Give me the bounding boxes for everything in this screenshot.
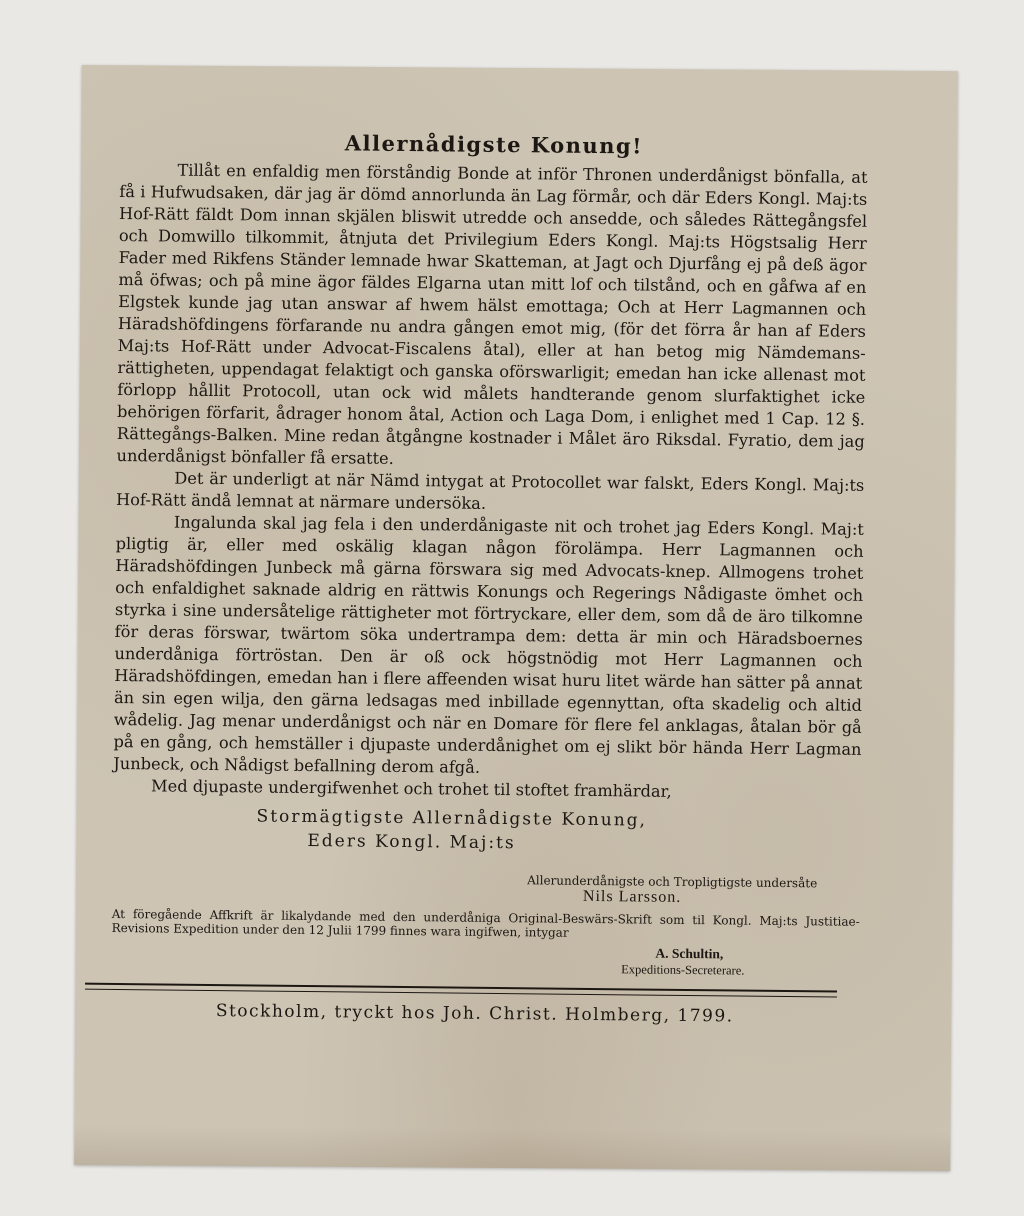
document-body [111, 128, 868, 1028]
document-heading: Allernådigste Konung! [344, 130, 644, 159]
attester-block [621, 944, 859, 980]
subscription-line: Allerunderdånigste och Tropligtigste undersåte [527, 873, 818, 891]
attestation-text: At föregående Affkrift är likalydande med den underdåniga Original-Beswärs-Skrift som til Kongl. Maj:ts Justitiae-Revisions Expedition under den 12 Julii 1799 finnes wara ingifwen, intygar [111, 906, 860, 940]
address-line-2: Eders Kongl. Maj:ts [307, 831, 516, 854]
address-block [112, 803, 860, 859]
paragraph-2: Det är underligt at när Nämd intygat at Protocollet war falskt, Eders Kongl. Maj:ts Hof-Rätt ändå lemnat at närmare undersöka. [116, 468, 865, 513]
signature-block [527, 873, 860, 906]
closing-line: Med djupaste undergifwenhet och trohet til stoftet framhärdar, [151, 776, 672, 801]
attester-name: A. Schultin, [655, 945, 724, 962]
signer-name: Nils Larsson. [582, 887, 682, 906]
attester-title: Expeditions-Secreterare. [621, 962, 745, 978]
address-line-1: Stormägtigste Allernådigste Konung, [256, 806, 648, 831]
paragraph-3: Ingalunda skal jag fela i den underdånigaste nit och trohet jag Eders Kongl. Maj:t pligtig är, eller med oskälig klagan någon förolämpa. Herr Lagmannen och Häradshöfdingen Junbeck må gärna förswara sig med Advocats-knep. Allmogens trohet och enfaldighet saknade aldrig en rättwis Konungs och Regerings Nådigaste ömhet och styrka i sine undersåtelige rättigheter mot förtryckare, eller dem, som då de äro tilkomne för deras förswar, twärtom söka undertrampa dem: detta är min och Häradsboernes underdåniga förtröstan. Den är oß ock högstnödig mot Herr Lagmannen och Häradshöfdingen, emedan han i flere affeenden wisat huru litet wärde han sätter på annat än sin egen wilja, den gärna ledsagas med inbillade egennyttan, ofta skadelig och altid wådelig. Jag menar underdånigst och när en Domare för flere fel anklagas, åtalan bör gå på en gång, och hemställer i djupaste underdånighet om ej slikt bör hända Herr Lagman Junbeck, och Nådigst befallning derom afgå. [113, 512, 864, 777]
imprint-line: Stockholm, tryckt hos Joh. Christ. Holmberg, 1799. [215, 1001, 734, 1027]
paper-shadow-edge [74, 1125, 950, 1171]
divider-rule [85, 983, 837, 998]
paragraph-1: Tillåt en enfaldig men förståndig Bonde at inför Thronen underdånigst bönfalla, at få i Hufwudsaken, där jag är dömd annorlunda än Lag förmår, och där Eders Kongl. Maj:ts Hof-Rätt fäldt Dom innan skjälen bliswit utredde och ansedde, och således Rättegångsfel och Domwillo tilkommit, åtnjuta det Privilegium Eders Kongl. Maj:ts Högstsalig Herr Fader med Rikfens Ständer lemnade hwar Skatteman, at Jagt och Djurfång ej på deß ägor må öfwas; och på mine ägor fäldes Elgarna utan mitt lof och tilstånd, och en gåfwa af en Elgstek kunde jag utan answar af hwem hälst emottaga; Och at Herr Lagmannen och Häradshöfdingens förfarande nu andra gången emot mig, (för det förra år han af Eders Maj:ts Hof-Rätt under Advocat-Fiscalens åtal), eller at han betog mig Nämdemans-rättigheten, uppendagat felaktigt och ganska oförswarligit; emedan han icke allenast mot förlopp hållit Protocoll, utan ock wid målets handterande genom slurfaktighet icke behörigen förfarit, ådrager honom åtal, Action och Laga Dom, i enlighet med 1 Cap. 12 §. Rättegångs-Balken. Mine redan åtgångne kostnader i Målet äro Riksdal. Fyratio, dem jag underdånigst bönfaller få ersatte. [116, 160, 868, 468]
